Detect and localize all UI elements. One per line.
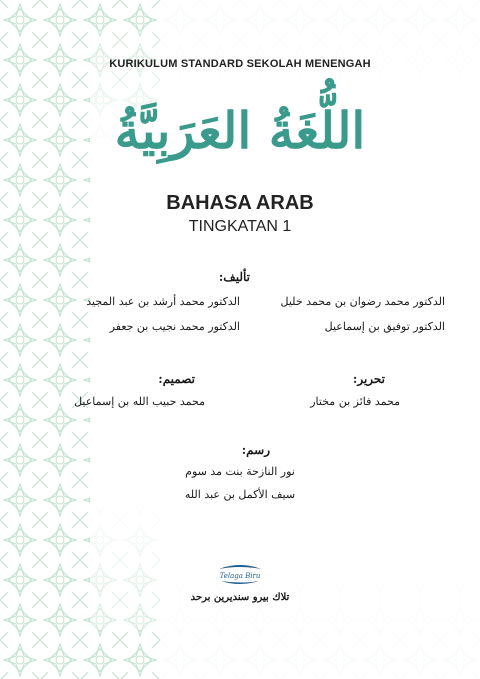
author-name: الدكتور محمد أرشد بن عبد المجيد bbox=[86, 295, 240, 308]
publisher-logo-icon bbox=[215, 563, 265, 585]
editing-heading: تحرير: bbox=[352, 372, 385, 386]
level-label: TINGKATAN 1 bbox=[188, 218, 292, 235]
illustrator-name: نور النازحة بنت مد سوم bbox=[185, 465, 295, 478]
authors-heading: تأليف: bbox=[218, 270, 250, 284]
design-heading: تصميم: bbox=[158, 372, 195, 386]
author-name: الدكتور محمد نجيب بن جعفر bbox=[109, 320, 240, 333]
publisher-logo-text: Telaga Biru bbox=[219, 572, 261, 580]
author-name: الدكتور توفيق بن إسماعيل bbox=[324, 320, 445, 333]
arabic-title: اللُّغَةُ العَرَبِيَّةُ bbox=[114, 101, 366, 160]
editor-name: محمد فائز بن مختار bbox=[310, 395, 400, 408]
illustration-heading: رسم: bbox=[241, 443, 270, 457]
author-name: الدكتور محمد رضوان بن محمد خليل bbox=[280, 295, 445, 308]
illustrator-name: سيف الأكمل بن عبد الله bbox=[184, 488, 296, 501]
designer-name: محمد حبيب الله بن إسماعيل bbox=[74, 395, 205, 408]
publisher-name: تلاك بيرو سنديرين برحد bbox=[190, 592, 290, 603]
subject-title: BAHASA ARAB bbox=[166, 192, 314, 214]
curriculum-label: KURIKULUM STANDARD SEKOLAH MENENGAH bbox=[109, 58, 371, 70]
